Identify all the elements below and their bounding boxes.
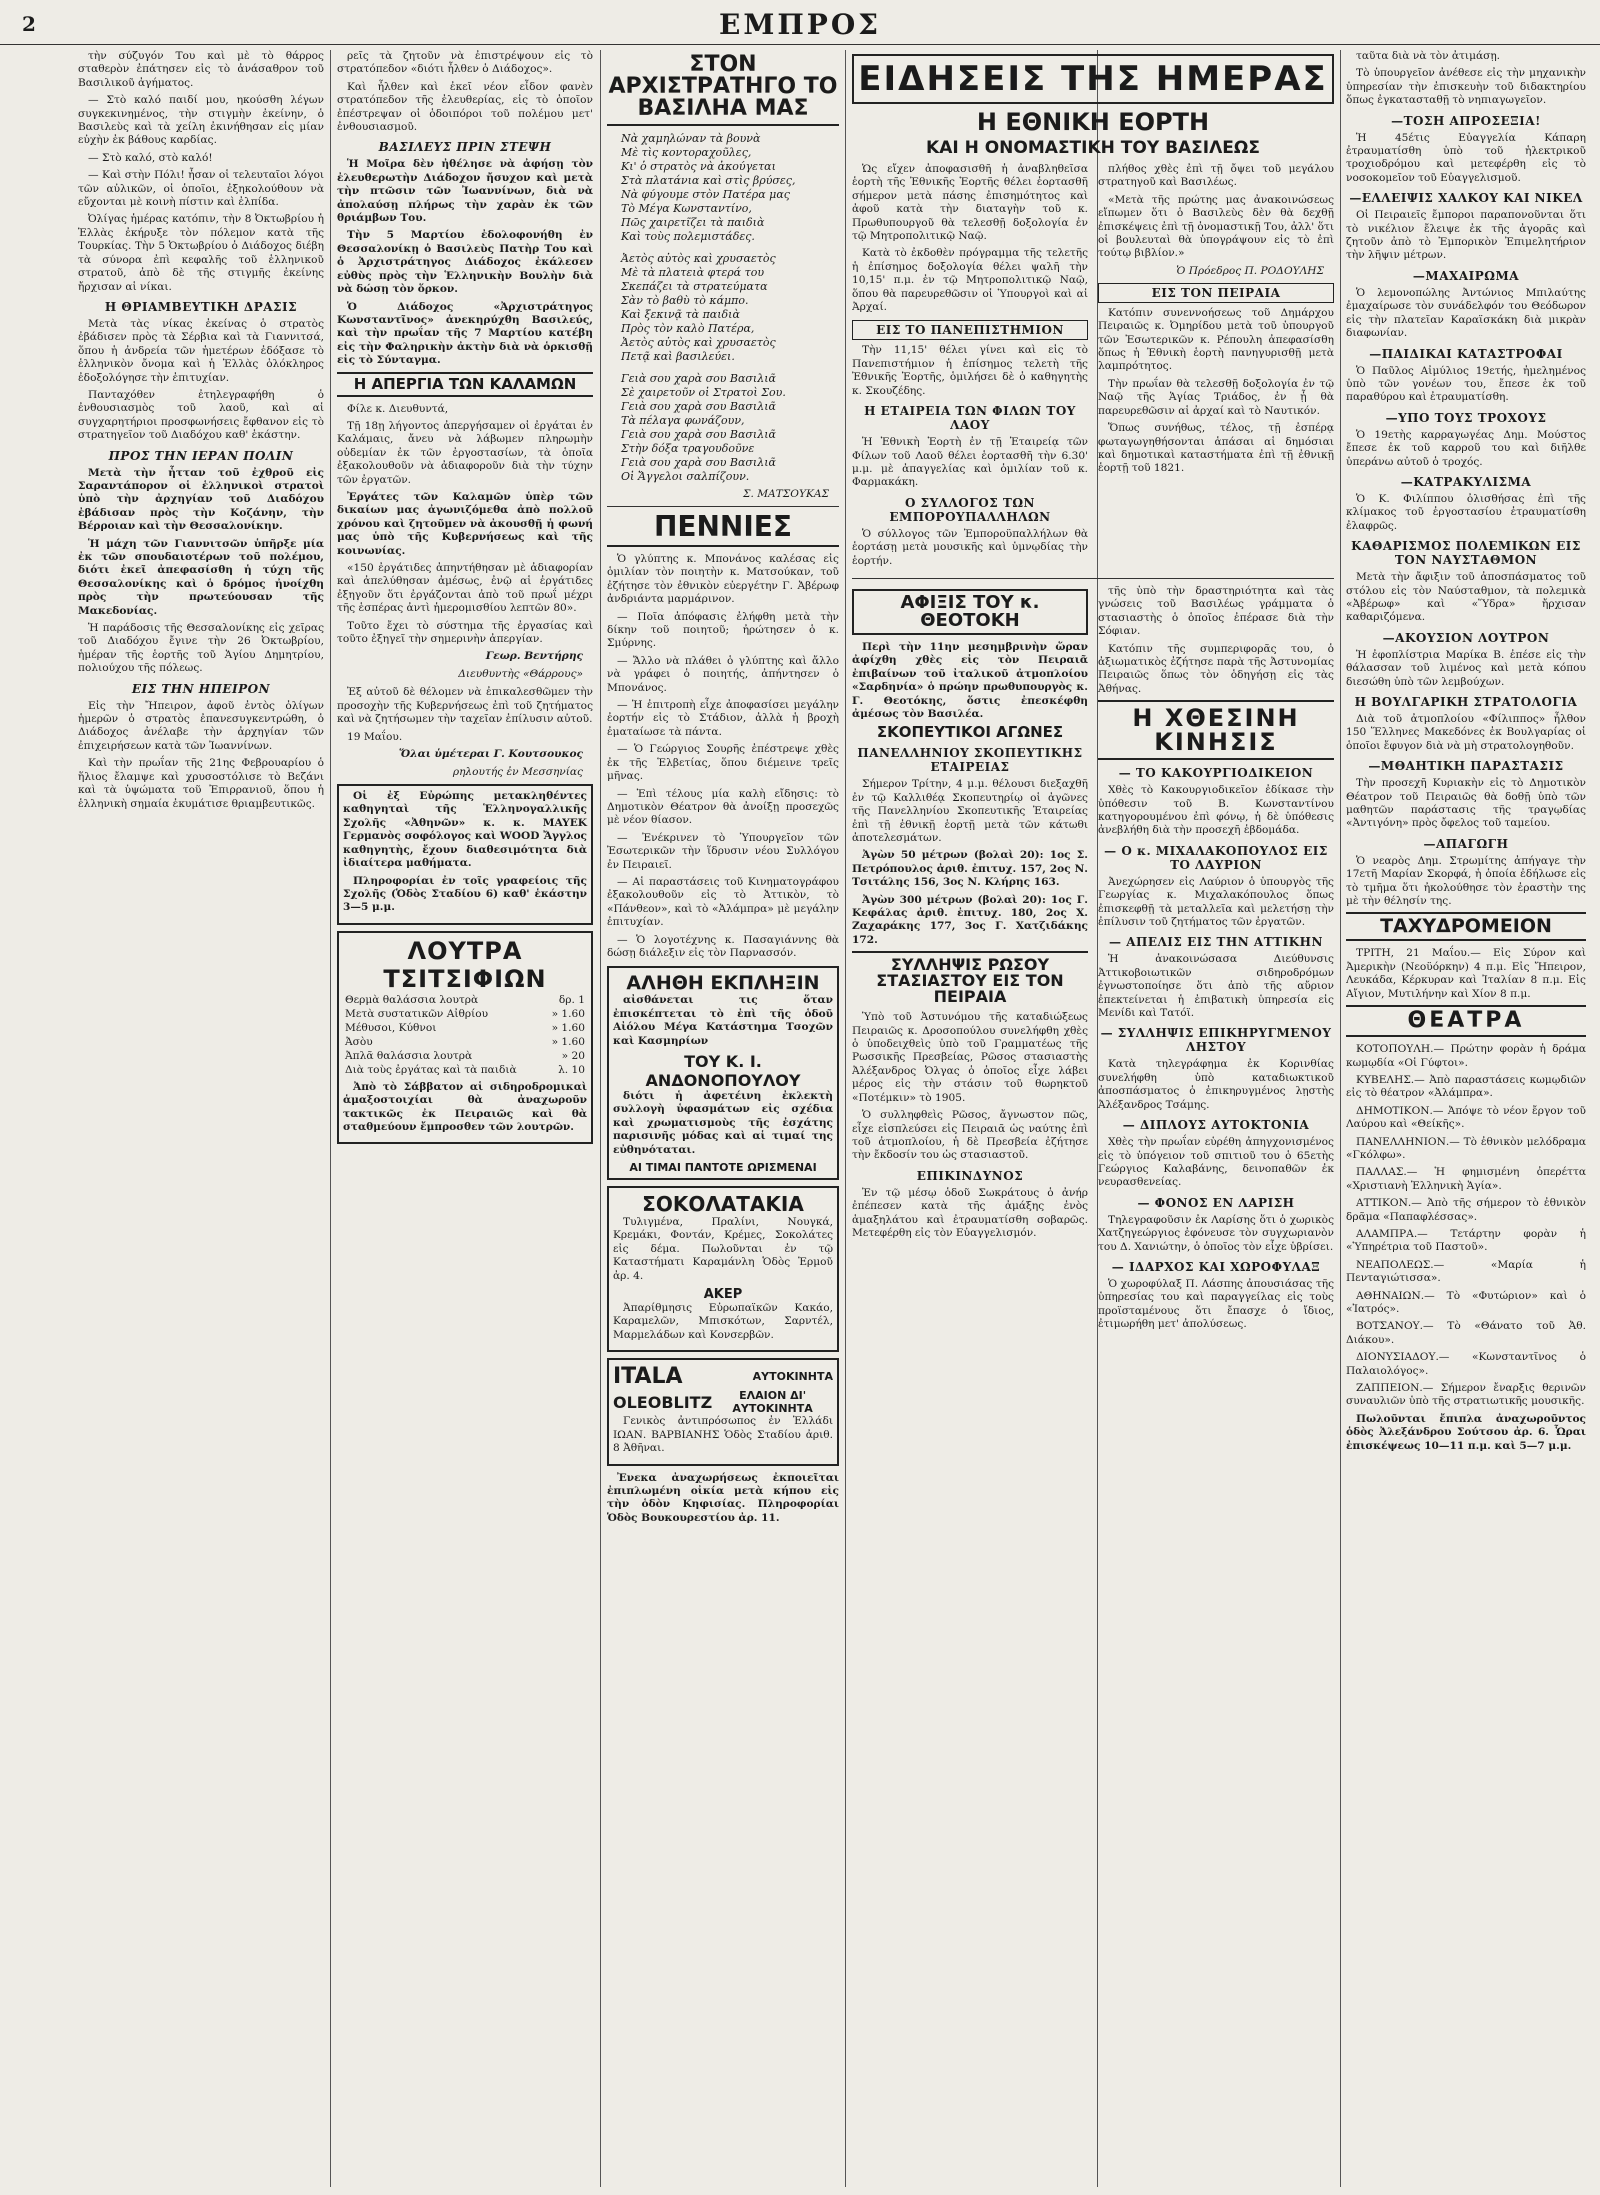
page-number: 2 (22, 12, 36, 36)
article-text: Καὶ τὴν πρωΐαν τῆς 21ης Φεβρουαρίου ὁ ἥλιος ἔλαμψε καὶ χρυσοστόλισε τὸ Βεζάνι καὶ τὰ ὑψώματα τοῦ Ἐπιρρανιοῦ, ὅπου ἡ ἑλληνικὴ σημαία ἐκυμάτισε θριαμβευτικῶς. (78, 757, 324, 810)
article-text: Κατὰ τηλεγράφημα ἐκ Κορινθίας συνελήφθη ὑπὸ καταδιωκτικοῦ ἀποσπάσματος ὁ ἐπικηρυγμένος λῃστὴς Ἀλέξανδρος Τσάμης. (1098, 1058, 1334, 1111)
poem-line: Στὴν δόξα τραγουδοῦνε (621, 442, 755, 455)
article-text: Τὴν 5 Μαρτίου ἐδολοφονήθη ἐν Θεσσαλονίκῃ ὁ Βασιλεὺς Πατὴρ Του καὶ ὁ Ἀρχιστράτηγος Διάδοχος ἐκάλεσεν εὐθὺς πρὸς τὴν Ἑλληνικὴν Βουλὴν διὰ νὰ δώσῃ τὸν ὅρκον. (337, 229, 593, 296)
column-1 (78, 50, 324, 2187)
article-text: Κατόπιν τῆς συμπεριφορᾶς του, ὁ ἀξιωματικὸς ἐζήτησε παρὰ τῆς Ἀστυνομίας Πειραιῶς ὅπως τὸν ὁδηγήσῃ εἰς τὰς Ἀθήνας. (1098, 642, 1334, 695)
ad-text: Οἱ ἐξ Εὐρώπης μετακληθέντες καθηγηταὶ τῆς Ἑλληνογαλλικῆς Σχολῆς «Ἀθηνῶν» κ. κ. MAYEK Γερμανὸς σοφόλογος καὶ WOOD Ἄγγλος καθηγητὴς, ἔχουν διαθεσιμότητα διὰ ἰδιαίτερα μαθήματα. (343, 790, 587, 870)
section-heading: ΣΥΛΛΗΨΙΣ ΡΩΣΟΥ ΣΤΑΣΙΑΣΤΟΥ ΕΙΣ ΤΟΝ ΠΕΙΡΑΙΑ (852, 951, 1088, 1005)
article-text: Ἐν τῷ μέσῳ ὁδοῦ Σωκράτους ὁ ἀνήρ ἐπέπεσεν κατὰ τῆς ἀμάξης ἐνὸς ἁμαξηλάτου καὶ ἐτραυματίσθη σοβαρῶς. Μετεφέρθη εἰς τὸν Εὐαγγελισμόν. (852, 1186, 1088, 1239)
article-text: Ὁ Κ. Φιλίππου ὀλισθήσας ἐπὶ τῆς κλίμακος τοῦ ἐργοστασίου ἐτραυματίσθη ἐλαφρῶς. (1346, 492, 1586, 532)
section-heading: —ΜΘΑΗΤΙΚΗ ΠΑΡΑΣΤΑΣΙΣ (1368, 759, 1564, 774)
theatre-listing: ΑΛΑΜΠΡΑ.— Τετάρτην φορὰν ἡ «Ὑπηρέτρια τοῦ Παστοῦ». (1346, 1227, 1586, 1254)
article-text: Οἱ Πειραιεῖς ἔμποροι παραπονοῦνται ὅτι τὸ νικέλιον ἔλειψε ἐκ τῆς ἀγορᾶς καὶ ζητοῦν ἀπὸ τὸ Ἐμπορικὸν Ἐπιμελητήριον τὴν λῆψιν μέτρων. (1346, 209, 1586, 262)
price-value: » 1.60 (551, 1035, 585, 1048)
section-heading: ΑΦΙΞΙΣ ΤΟΥ κ. ΘΕΟΤΟΚΗ (852, 589, 1088, 635)
poem-line: Σὰν τὸ βαθὺ τὸ κάμπο. (621, 294, 749, 307)
ad-title: ΣΟΚΟΛΑΤΑΚΙΑ (642, 1192, 804, 1217)
section-heading: Ο ΣΥΛΛΟΓΟΣ ΤΩΝ ΕΜΠΟΡΟΥΠΑΛΛΗΛΩΝ (889, 495, 1051, 524)
article-text: Χθὲς τὸ Κακουργιοδικεῖον ἐδίκασε τὴν ὑπόθεσιν τοῦ Β. Κωνσταντίνου κατηγορουμένου ἐπὶ φόνῳ, ἡ δὲ ὑπόθεσις ἀνεβλήθη διὰ τὴν προσεχῆ ἑβδομάδα. (1098, 784, 1334, 837)
signature-title: ρηλουτής ἐν Μεσσηνίας (452, 766, 583, 779)
article-text: — Ποῖα ἀπόφασις ἐλήφθη μετὰ τὴν δίκην τοῦ ποιητοῦ; ἠρώτησεν ὁ κ. Σμύρνης. (607, 610, 839, 650)
poem-line: Νὰ χαμηλώναν τὰ βουνὰ (621, 132, 761, 145)
section-heading: Η ΘΡΙΑΜΒΕΥΤΙΚΗ ΔΡΑΣΙΣ (104, 299, 298, 314)
section-heading: Η ΑΠΕΡΓΙΑ ΤΩΝ ΚΑΛΑΜΩΝ (337, 372, 593, 397)
signature: Ὁ Πρόεδρος Π. ΡΟΔΟΥΛΗΣ (1176, 264, 1324, 277)
signature: Ὅλαι ὑμέτεραι Γ. Κουτσουκος (398, 748, 583, 761)
section-subheading: ΠΑΝΕΛΛΗΝΙΟΥ ΣΚΟΠΕΥΤΙΚΗΣ ΕΤΑΙΡΕΙΑΣ (857, 746, 1083, 775)
sub-column-right-2 (1098, 585, 1334, 1336)
section-heading: —ΥΠΟ ΤΟΥΣ ΤΡΟΧΟΥΣ (1385, 410, 1547, 425)
poem-line: Μὲ τὰ πλατειὰ φτερά του (621, 266, 765, 279)
price-item: Ἀσὸυ (345, 1035, 373, 1048)
column-rule (330, 50, 331, 2187)
article-text: Ἀγὼν 50 μέτρων (βολαὶ 20): 1ος Σ. Πετρόπουλος ἀριθ. ἐπιτυχ. 157, 2ος Ν. Τσιτάλης 156, 3ος Ν. Κλήρης 163. (852, 849, 1088, 889)
article-text: — Στὸ καλό, στὸ καλό! (88, 151, 213, 164)
poem-line: Καὶ ξεκινᾷ τὰ παιδιὰ (621, 308, 740, 321)
article-text: Ὡς εἴχεν ἀποφασισθῆ ἡ ἀναβληθεῖσα ἑορτὴ τῆς Ἐθνικῆς Ἑορτῆς θέλει ἑορτασθῆ σήμερον μετὰ πάσης ἐπισημότητος καὶ ἀφοῦ κατὰ τὴν διαταγὴν τοῦ κ. Πρωθυπουργοῦ θὰ τελεσθῇ δοξολογία ἐν τῷ Μητροπολιτικῷ Ναῷ. (852, 163, 1088, 243)
ad-text: διότι ἡ ἀφετέινη ἐκλεκτὴ συλλογὴ ὑφασμάτων εἰς σχέδια καὶ χρωματισμοὺς τῆς ἐσχάτης παρισινῆς μόδας καὶ αἱ τιμαί της εὐθηνόταται. (613, 1090, 833, 1156)
poem-stanza (621, 132, 839, 244)
article-text: Τηλεγραφοῦσιν ἐκ Λαρίσης ὅτι ὁ χωρικὸς Χατζηγεώργιος ἐφόνευσε τὸν συγχωριανὸν του Δ. Χανιώτην, ὁ ὁποῖος τὸν εἶχε ὑβρίσει. (1098, 1213, 1334, 1253)
column-5 (1346, 50, 1586, 2187)
article-text: — Ἐνέκρινεν τὸ Ὑπουργεῖον τῶν Ἐσωτερικῶν τὴν ἵδρυσιν νέου Συλλόγου ἐν Πειραιεῖ. (607, 831, 839, 871)
price-row (343, 1049, 587, 1063)
article-text: Ὀλίγας ἡμέρας κατόπιν, τὴν 8 Ὀκτωβρίου ἡ Ἑλλὰς ἐκήρυξε τὸν πόλεμον κατὰ τῆς Τουρκίας. Τὴν 5 Ὀκτωβρίου ὁ Διάδοχος διέβη τὰ σύνορα ἐπὶ κεφαλῆς τοῦ ἑλληνικοῦ στρατοῦ, ἀπὸ δὲ τῆς στιγμῆς ἐκείνης ἤρχισαν αἱ νίκαι. (78, 213, 324, 293)
theatre-listing: ΒΟΤΣΑΝΟΥ.— Τὸ «Θάνατο τοῦ Ἀθ. Διάκου». (1346, 1320, 1586, 1346)
article-text: — Ἡ ἐπιτροπὴ εἶχε ἀποφασίσει μεγάλην ἐορτήν εἰς τὸ Στάδιον, ἀλλὰ ἡ βροχὴ ἐματαίωσε τὰ πάντα. (607, 699, 839, 738)
ad-title: ΛΟΥΤΡΑ ΤΣΙΤΣΙΦΙΩΝ (383, 936, 547, 993)
classified-ad: Ἐνεκα ἀναχωρήσεως ἐκποιεῖται ἐπιπλωμένη οἰκία μετὰ κήπου εἰς τὴν ὁδὸν Κηφισίας. Πληροφορίαι Ὁδὸς Βουκουρεστίου ἀρ. 11. (607, 1471, 839, 1524)
article-text: Ἡ ἐφοπλίστρια Μαρίκα Β. ἐπέσε εἰς τὴν θάλασσαν τοῦ λιμένος καὶ μετὰ κόπου διεσώθη ὑπὸ τῶν λεμβούχων. (1346, 648, 1586, 688)
article-text: Ἐργάτες τῶν Καλαμῶν ὑπὲρ τῶν δικαίων μας ἀγωνιζόμεθα ἀπὸ πολλοῦ χρόνου καὶ ζητοῦμεν νὰ ἀκουσθῇ ἡ φωνή μας ὑπὸ τῆς Κυβερνήσεως καὶ τῆς κοινωνίας. (337, 490, 593, 557)
article-text: Ἀγὼν 300 μέτρων (βολαὶ 20): 1ος Γ. Κεφάλας ἀριθ. ἐπιτυχ. 180, 2ος Χ. Ζαχαράκης 177, 3ος Γ. Χατζιδάκης 172. (852, 893, 1088, 946)
theatre-listing: ΠΑΛΛΑΣ.— Ἡ φημισμένη ὀπερέττα «Χριστιανὴ Ἑλληνικὴ Ἁγία». (1346, 1166, 1586, 1192)
section-heading: —ΤΟΣΗ ΑΠΡΟΣΕΞΙΑ! (1391, 113, 1541, 128)
price-row (343, 1035, 587, 1049)
section-heading: ΕΙΣ ΤΟΝ ΠΕΙΡΑΙΑ (1098, 283, 1334, 303)
article-text: Ὁ 19ετὴς καρραγωγέας Δημ. Μούστος ἔπεσε ἐκ τοῦ καρροῦ του καὶ διῆλθε ὑπεράνω αὐτοῦ ὁ τροχός. (1346, 428, 1586, 468)
section-heading: —ΚΑΤΡΑΚΥΛΙΣΜΑ (1400, 474, 1532, 489)
article-text: τῆς ὑπὸ τὴν δραστηριότητα καὶ τὰς γνώσεις τοῦ Βασιλέως γράμματα ὁ στασιαστὴς ὁ ὁποῖος ἐπέρασε διὰ τὴν Σόφιαν. (1098, 584, 1334, 638)
ad-text: Γενικὸς ἀντιπρόσωπος ἐν Ἑλλάδι ΙΩΑΝ. ΒΑΡΒΙΑΝΗΣ Ὁδὸς Σταδίου ἀριθ. 8 Ἀθῆναι. (613, 1415, 833, 1455)
masthead (0, 0, 1600, 45)
section-heading: ΒΑΣΙΛΕΥΣ ΠΡΙΝ ΣΤΕΨΗ (378, 140, 552, 155)
subheadline: ΚΑΙ Η ΟΝΟΜΑΣΤΙΚΗ ΤΟΥ ΒΑΣΙΛΕΩΣ (926, 138, 1260, 158)
column-rule (600, 50, 601, 2187)
article-text: Τὸ ὑπουργεῖον ἀνέθεσε εἰς τὴν μηχανικὴν ὑπηρεσίαν τὴν ἐπισκευὴν τοῦ διδακτηρίου ὅπως ἐγκατασταθῇ τὸ νηπιαγωγεῖον. (1346, 67, 1586, 107)
article-text: Τὴν προσεχῆ Κυριακὴν εἰς τὸ Δημοτικὸν Θέατρον τοῦ Πειραιῶς θὰ δοθῇ ὑπὸ τῶν μαθητῶν παράστασις τῆς τραγῳδίας «Ἀντιγόνη» πρὸς ὄφελος τοῦ ταμείου. (1346, 777, 1586, 830)
section-heading: — ΦΟΝΟΣ ΕΝ ΛΑΡΙΣΗ (1137, 1195, 1295, 1210)
price-item: Μετὰ συστατικῶν Αἰθρίου (345, 1007, 489, 1020)
poem-line: Οἱ Ἄγγελοι σαλπίζουν. (621, 470, 750, 483)
section-heading: Η ΒΟΥΛΓΑΡΙΚΗ ΣΤΡΑΤΟΛΟΓΙΑ (1354, 695, 1578, 709)
price-item: Θερμὰ θαλάσσια λουτρὰ (345, 993, 479, 1006)
poem-line: Πρὸς τὸν καλὸ Πατέρα, (621, 322, 755, 335)
theatre-listing: ΠΑΝΕΛΛΗΝΙΟΝ.— Τὸ ἐθνικὸν μελόδραμα «Γκόλφω». (1346, 1135, 1586, 1161)
section-heading: ΚΑΘΑΡΙΣΜΟΣ ΠΟΛΕΜΙΚΩΝ ΕΙΣ ΤΟΝ ΝΑΥΣΤΑΘΜΟΝ (1351, 539, 1581, 568)
article-text: Τῇ 18ῃ λήγοντος ἀπεργήσαμεν οἱ ἐργάται ἐν Καλάμαις, ἄνευ νὰ λάβωμεν πληρωμὴν οὐδεμίαν ἐκ τῶν ἐργοστασίων, τὰ ὁποῖα ἐξακολουθοῦν νὰ ἀδιαφοροῦν διὰ τὴν τύχην τῶν ἐργατῶν. (337, 419, 593, 486)
theatre-listing: ΑΘΗΝΑΙΩΝ.— Τὸ «Φυτώριον» καὶ ὁ «Ἰατρός». (1346, 1289, 1586, 1315)
price-row (343, 1063, 587, 1077)
article-text: Ὁ σύλλογος τῶν Ἐμποροϋπαλλήλων θὰ ἑορτάσῃ μετὰ μουσικῆς καὶ ὑμνῳδίας τὴν ἑορτήν. (852, 527, 1088, 567)
ad-name: ΑΚΕΡ (703, 1287, 743, 1303)
poem-line: Γειὰ σου χαρὰ σου Βασιλιᾶ (621, 428, 776, 441)
article-text: Κατὰ τὸ ἐκδοθὲν πρόγραμμα τῆς τελετῆς ἡ ἐπίσημος δοξολογία θέλει ψαλῆ τὴν 10,15' π.μ. ἐν τῷ Μητροπολιτικῷ Ναῷ, ὅπου θὰ παρευρεθῶσιν οἱ Ὑπουργοὶ καὶ αἱ Ἀρχαί. (852, 247, 1088, 314)
ad-text: αἰσθάνεται τις ὅταν ἐπισκέπτεται τὸ ἐπὶ τῆς ὁδοῦ Αἰόλου Μέγα Κατάστημα Τσοχῶν καὶ Κασμηρίων (613, 994, 833, 1047)
signature: Γεωρ. Βεντήρης (485, 650, 583, 663)
article-text: Ὁ λεμονοπώλης Ἀντώνιος Μπιλαύτης ἐμαχαίρωσε τὸν συνάδελφόν του Θεόδωρον εἰς τὴν πλατεῖαν Καραϊσκάκη διὰ μικρὰν διαφωνίαν. (1346, 286, 1586, 340)
article-text: — Αἱ παραστάσεις τοῦ Κινηματογράφου ἐξακολουθοῦν εἰς τὸ Ἀττικὸν, τὸ «Πάνθεον», καὶ τὸ «Ἀλάμπρα» μὲ μεγάλην ἐπιτυχίαν. (607, 875, 839, 929)
article-text: — Ὁ Γεώργιος Σουρῆς ἐπέστρεψε χθὲς ἐκ τῆς Ἑλβετίας, ὅπου διέμεινε τρεῖς μῆνας. (607, 743, 839, 783)
poem-line: Σὲ χαιρετοῦν οἱ Στρατοὶ Σου. (621, 386, 786, 399)
poem-line: Ἀετὸς αὐτὸς καὶ χρυσαετὸς (621, 252, 776, 265)
article-text: Ἐξ αὐτοῦ δὲ θέλομεν νὰ ἐπικαλεσθῶμεν τὴν προσοχὴν τῆς Κυβερνήσεως ἐπὶ τοῦ ζητήματος καὶ νὰ ζητήσωμεν τὴν ταχεῖαν ἐπίλυσιν αὐτοῦ. (337, 686, 593, 726)
article-text: Μετὰ τὰς νίκας ἐκείνας ὁ στρατὸς ἐβάδισεν πρὸς τὰ Σέρβια καὶ τὰ Γιαννιτσά, ὅπου ἡ ἀνδρεία τῶν ἡμετέρων ἐδόξασε τὸ ἑλληνικὸν ὄνομα καὶ ἡ Ἑλλὰς ὁλόκληρος ἐδοξολόγησε τὴν ἐπιτυχίαν. (78, 317, 324, 384)
ad-name: ΤΟΥ Κ. Ι. ΑΝΔΟΝΟΠΟΥΛΟΥ (645, 1052, 801, 1090)
article-text: Ἡ 45έτις Εὐαγγελία Κάπαρη ἐτραυματίσθη ὑπὸ τοῦ ἡλεκτρικοῦ τροχιοδρόμου καὶ μετεφέρθη εἰς τὸ νοσοκομεῖον τοῦ Εὐαγγελισμοῦ. (1346, 131, 1586, 184)
theatre-listing: ΝΕΑΠΟΛΕΩΣ.— «Μαρία ἡ Πενταγιώτισσα». (1346, 1258, 1586, 1285)
poem-stanza (621, 372, 839, 484)
poem-line: Πῶς χαιρετῖζει τὰ παιδιὰ (621, 216, 765, 229)
article-text: τὴν σύζυγόν Του καὶ μὲ τὸ θάρρος σταθερὸν ἐπάτησεν εἰς τὸ ἀνάσαθρον τοῦ Βασιλικοῦ ἀγήματος. (78, 50, 324, 89)
column-2 (337, 50, 593, 2187)
brand-itala: ITALA (613, 1364, 683, 1390)
price-row (343, 993, 587, 1007)
sub-column-left (852, 163, 1088, 572)
article-text: Ὁ χωροφύλαξ Π. Λάσπης ἀπουσιάσας τῆς ὑπηρεσίας του καὶ παραγγείλας εἰς τοὺς προϊσταμένους ὅτι ἔπασχε ὁ ἴδιος, ἐτιμωρήθη μετ' ἀπολύσεως. (1098, 1277, 1334, 1331)
poem-line: Τὸ Μέγα Κωνσταντίνο, (621, 202, 752, 215)
section-heading: ΠΡΟΣ ΤΗΝ ΙΕΡΑΝ ΠΟΛΙΝ (108, 448, 294, 463)
section-heading: —ΠΑΙΔΙΚΑΙ ΚΑΤΑΣΤΡΟΦΑΙ (1369, 346, 1563, 361)
article-text: Ἡ Μοῖρα δὲν ἠθέλησε νὰ ἀφήσῃ τὸν ἐλευθερωτὴν Διάδοχον ἤσυχον καὶ μετὰ τὴν πτῶσιν τῶν Ἰωαννίνων, διὰ νὰ ἀπολαύσῃ πλήρως τὴν χαρὰν ἐκ τῶν θριάμβων Του. (337, 158, 593, 225)
article-text: Εἰς τὴν Ἤπειρον, ἀφοῦ ἐντὸς ὀλίγων ἡμερῶν ὁ στρατὸς ἐπανεσυγκεντρώθη, ὁ Διάδοχος ἀνέλαβε τὴν ἀρχηγίαν τῶν ἐπιχειρήσεων κατὰ τῶν Ἰωαννίνων. (78, 699, 324, 752)
poem-line: Γειὰ σου χαρὰ σου Βασιλιᾶ (621, 400, 776, 413)
article-text: Ἀνεχώρησεν εἰς Λαύριον ὁ ὑπουργὸς τῆς Γεωργίας κ. Μιχαλακόπουλος ὅπως ἐπισκεφθῇ τὰ μεταλλεῖα καὶ μελετήσῃ τὴν ἐπίλυσιν τοῦ ζητήματος τῶν ἐργατῶν. (1098, 875, 1334, 929)
article-text: πλήθος χθὲς ἐπὶ τῇ ὄψει τοῦ μεγάλου στρατηγοῦ καὶ Βασιλέως. (1098, 163, 1334, 189)
poem-line: Πετᾷ καὶ βασιλεύει. (621, 350, 735, 363)
section-heading: ΕΙΣ ΤΟ ΠΑΝΕΠΙΣΤΗΜΙΟΝ (852, 320, 1088, 340)
article-text: Κατόπιν συνεννοήσεως τοῦ Δημάρχου Πειραιῶς κ. Ὀμηρίδου μετὰ τοῦ ὑπουργοῦ τῶν Ἐσωτερικῶν κ. Ρέπουλη ἀπεφασίσθη ὅπως ἡ Ἐθνικὴ ἑορτὴ πανηγυρισθῇ μετὰ λαμπρότητος. (1098, 306, 1334, 373)
poem-line: Στὰ πλατάνια καὶ στὶς βρύσες, (621, 174, 796, 187)
article-text: ταῦτα διὰ νὰ τὸν ἀτιμάσῃ. (1356, 50, 1501, 62)
ad-text: Πληροφορίαι ἐν τοῖς γραφείοις τῆς Σχολῆς (Ὁδὸς Σταδίου 6) καθ' ἑκάστην 3—5 μ.μ. (343, 874, 587, 914)
article-text: Ὁ γλύπτης κ. Μπονάνος καλέσας εἰς ὁμιλίαν τὸν ποιητὴν κ. Ματσούκαν, τοῦ ἐζήτησε τὸν ἐθνικὸν εὐεργέτην Γ. Ἀβέρωφ ἀνδριάντα μαρμάρινον. (607, 553, 839, 606)
article-text: — Καὶ στὴν Πόλι! ἦσαν οἱ τελευταῖοι λόγοι τῶν αὐλικῶν, οἱ ὁποῖοι, ἐξηκολούθουν νὰ εὔχονται μὲ κοινὴ πίστιν καὶ ἐλπίδα. (78, 169, 324, 209)
poem-line: Ἀετὸς αὐτὸς καὶ χρυσαετὸς (621, 336, 776, 349)
signature-title: Διευθυντὴς «Θάρρους» (458, 668, 583, 681)
article-text: Ὁ νεαρὸς Δημ. Στρωμίτης ἀπήγαγε τὴν 17ετῆ Μαρίαν Σκορφά, ἡ ὁποία ἐδήλωσε εἰς τὸ τμῆμα ὅτι ἠκολούθησε τὸν ἐραστὴν της μὲ τὴν θέλησίν της. (1346, 854, 1586, 908)
signature: Σ. ΜΑΤΣΟΥΚΑΣ (742, 488, 829, 500)
section-heading: —ΑΠΑΓΩΓΗ (1423, 836, 1509, 851)
article-text: Ὑπὸ τοῦ Ἀστυνόμου τῆς καταδιώξεως Πειραιῶς κ. Δροσοπούλου συνελήφθη χθὲς ὁ ὑποδειχθεὶς ὑπὸ τοῦ Γραμματέως τῆς Ρωσσικῆς Πρεσβείας, Ρῶσος στασιαστὴς Ἀλέξανδρος Ὀλγας ὁ ὁποῖος εἶχε λάβει μέρος εἰς τὴν στάσιν τοῦ θωρηκτοῦ «Ποτέμκιν» τὸ 1905. (852, 1011, 1088, 1104)
poem-stanza (621, 252, 839, 364)
ad-title: ΕΛΑΙΟΝ ΔΙ' ΑΥΤΟΚΙΝΗΤΑ (732, 1389, 813, 1416)
column-4 (852, 50, 1334, 2187)
article-text: Τὴν πρωΐαν θὰ τελεσθῇ δοξολογία ἐν τῷ Ναῷ τῆς Ἁγίας Τριάδος, ἐν ᾗ θὰ παρευρεθῶσιν αἱ ἀρχαί καὶ τὸ Ναυτικόν. (1098, 377, 1334, 417)
article-text: Περὶ τὴν 11ην μεσημβρινὴν ὥραν ἀφίχθη χθὲς εἰς τὸν Πειραιᾶ ἐπιβαίνων τοῦ ἰταλικοῦ ἀτμοπλοίου «Σαρδηνία» ὁ πρώην πρωθυπουργὸς κ. Γ. Θεοτόκης, ὅστις ἐπεσκέφθη ἀμέσως τὸν Βασιλέα. (852, 640, 1088, 720)
price-item: Ἀπλᾶ θαλάσσια λουτρὰ (345, 1049, 473, 1062)
article-text: — Στὸ καλό παιδί μου, ηκούσθη λέγων συγκεκινημένος, τὴν στιγμὴν ἐκείνην, ὁ Βασιλεὺς καὶ τὰ χείλη ἐκινήθησαν εἰς μίαν εὐχὴν ἐκ βάθους καρδίας. (78, 94, 324, 147)
ad-text: Ἀπὸ τὸ Σάββατον αἱ σιδηροδρομικαὶ ἁμαξοστοιχίαι θὰ ἀναχωροῦν τακτικῶς ἐκ Πειραιῶς καὶ θὰ σταθμεύουν ἔμπροσθεν τῶν λουτρῶν. (343, 1080, 587, 1133)
section-heading: Η ΧΘΕΣΙΝΗ ΚΙΝΗΣΙΣ (1098, 700, 1334, 760)
article-text: Φίλε κ. Διευθυντά, (347, 402, 449, 415)
advertisement-chocolates (607, 1186, 839, 1352)
sub-column-right (1098, 163, 1334, 572)
headline: Η ΕΘΝΙΚΗ ΕΟΡΤΗ (976, 108, 1210, 136)
article-text: Ὁ Διάδοχος «Ἀρχιστράτηγος Κωνσταντῖνος» ἀνεκηρύχθη Βασιλεύς, καὶ τὴν πρωΐαν τῆς 7 Μαρτίου κατέβη εἰς τὴν Φαληρικὴν ἀκτὴν διὰ νὰ ὁρκισθῇ εἰς τὸ Σύνταγμα. (337, 300, 593, 367)
price-table (343, 993, 587, 1077)
theatre-listing: ΔΙΟΝΥΣΙΑΔΟΥ.— «Κωνσταντῖνος ὁ Παλαιολόγος». (1346, 1351, 1586, 1377)
article-text: — Ὁ λογοτέχνης κ. Πασαγιάννης θὰ δώσῃ διάλεξιν εἰς τὸν Παρνασσόν. (607, 933, 839, 959)
brand-oleoblitz: OLEOBLITZ (613, 1392, 713, 1412)
theatre-listing: ΔΗΜΟΤΙΚΟΝ.— Ἀπόψε τὸ νέον ἔργον τοῦ Λαύρου καὶ «Θείκῆς». (1346, 1104, 1586, 1131)
theatre-listing: ΖΑΠΠΕΙΟΝ.— Σήμερον ἔναρξις θερινῶν συναυλιῶν ὑπὸ τῆς στρατιωτικῆς μουσικῆς. (1346, 1382, 1586, 1408)
price-row (343, 1007, 587, 1021)
price-value: δρ. 1 (558, 993, 585, 1006)
poem-line: Τὰ πέλαγα φωνάζουν, (621, 414, 745, 427)
price-item: Διὰ τοὺς ἐργάτας καὶ τὰ παιδιὰ (345, 1063, 517, 1076)
poem-line: Γειὰ σου χαρὰ σου Βασιλιᾶ (621, 372, 776, 385)
ad-title: ΑΛΗΘΗ ΕΚΠΛΗΞΙΝ (626, 972, 820, 995)
section-heading: ΕΙΣ ΤΗΝ ΗΠΕΙΡΟΝ (131, 681, 271, 696)
ad-tagline: ΑΙ ΤΙΜΑΙ ΠΑΝΤΟΤΕ ΩΡΙΣΜΕΝΑΙ (629, 1161, 817, 1175)
theatre-listing: ΚΟΤΟΠΟΥΛΗ.— Πρώτην φορὰν ἡ δράμα κωμῳδία «Οἱ Γύφτοι». (1346, 1043, 1586, 1069)
article-text: Σήμερον Τρίτην, 4 μ.μ. θέλουσι διεξαχθῆ ἐν τῷ Καλλιθέᾳ Σκοπευτηρίῳ οἱ ἀγῶνες τῆς Πανελληνίου Σκοπευτικῆς Ἑταιρείας ἐπὶ τῇ ἐθνικῇ ἑορτῇ μετὰ τῶν κάτωθι ἀποτελεσμάτων. (852, 778, 1088, 844)
poem-title: ΣΤΟΝ ΑΡΧΙΣΤΡΑΤΗΓΟ ΤΟ ΒΑΣΙΛΗΑ ΜΑΣ (607, 54, 839, 126)
advertisement-baths (337, 931, 593, 1145)
price-value: » 1.60 (551, 1007, 585, 1020)
section-heading: — ΙΔΑΡΧΟΣ ΚΑΙ ΧΩΡΟΦΥΛΑΞ (1111, 1259, 1321, 1274)
article-text: ρεῖς τὰ ζητοῦν νὰ ἐπιστρέψουν εἰς τὸ στρατόπεδον «διότι ἦλθεν ὁ Διάδοχος». (337, 50, 593, 76)
section-heading: ΤΑΧΥΔΡΟΜΕΙΟΝ (1346, 912, 1586, 941)
article-text: Διὰ τοῦ ἀτμοπλοίου «Φίλιππος» ἦλθον 150 Ἕλληνες Μακεδόνες ἐκ Βουλγαρίας οἱ ὁποῖοι ἔφυγον διὰ νὰ μὴ στρατολογηθοῦν. (1346, 713, 1586, 752)
section-heading: — ΑΠΕΛΙΣ ΕΙΣ ΤΗΝ ΑΤΤΙΚΗΝ (1109, 935, 1323, 950)
ad-title: ΑΥΤΟΚΙΝΗΤΑ (752, 1370, 833, 1384)
article-text: Μετὰ τὴν ἄφιξιν τοῦ ἀποσπάσματος τοῦ στόλου εἰς τὸν Ναύσταθμον, τὰ πολεμικὰ «Ἀβέρωφ» καὶ «Ὕδρα» ἤρχισαν καθαριζόμενα. (1346, 571, 1586, 624)
poem-line: Σκεπάζει τὰ στρατεύματα (621, 280, 768, 293)
article-text: Μετὰ τὴν ἧτταν τοῦ ἐχθροῦ εἰς Σαραντάπορον οἱ ἑλληνικοὶ στρατοὶ ὑπὸ τὴν ἀρχηγίαν τοῦ Διαδόχου ἐβάδισαν πρὸς τὴν Κοζάνην, τὴν Βέρροιαν καὶ τὴν Θεσσαλονίκην. (78, 466, 324, 533)
article-text: Ἡ μάχη τῶν Γιαννιτσῶν ὑπῆρξε μία ἐκ τῶν σπουδαιοτέρων τοῦ πολέμου, διότι ἐκεῖ ἀπεφασίσθη ἡ τύχη τῆς Θεσσαλονίκης καὶ ὁ δρόμος ἠνοίχθη πρὸς τὴν πρωτεύουσαν τῆς Μακεδονίας. (78, 537, 324, 617)
section-heading: — Ο κ. ΜΙΧΑΛΑΚΟΠΟΥΛΟΣ ΕΙΣ ΤΟ ΛΑΥΡΙΟΝ (1104, 843, 1328, 872)
poem-line: Μὲ τὶς κοντοραχοῦλες, (621, 146, 752, 159)
article-text: Πανταχόθεν ἐτηλεγραφήθη ὁ ἐνθουσιασμὸς τοῦ λαοῦ, καὶ αἱ συγχαρητήριοι προσφωνήσεις ἔφθανον εἰς τὸ στρατηγεῖον τοῦ Διαδόχου καθ' ἑκάστην. (78, 388, 324, 442)
poem-line: Κι' ὁ στρατὸς νὰ ἀκούγεται (621, 160, 776, 173)
section-heading: — ΔΙΠΛΟΥΣ ΑΥΤΟΚΤΟΝΙΑ (1122, 1118, 1310, 1133)
price-value: » 1.60 (551, 1021, 585, 1034)
article-text: Τὴν 11,15' θέλει γίνει καὶ εἰς τὸ Πανεπιστήμιον ἡ ἐπίσημος τελετὴ τῆς Ἐθνικῆς Ἑορτῆς, ὁμιλήσει δὲ ὁ καθηγητὴς κ. Σκουζέδης. (852, 344, 1088, 397)
price-value: » 20 (561, 1049, 585, 1062)
price-item: Μέθυσοι, Κύθνοι (345, 1021, 437, 1034)
article-text: Ὅπως συνήθως, τέλος, τῇ ἐσπέρᾳ φωταγωγηθήσονται ἁπάσαι αἱ δημόσιαι καὶ δημοτικαὶ καταστήματα ἐπὶ τῇ ἐθνικῇ ἑορτῇ τοῦ 1821. (1098, 422, 1334, 475)
section-heading: Η ΕΤΑΙΡΕΙΑ ΤΩΝ ΦΙΛΩΝ ΤΟΥ ΛΑΟΥ (864, 404, 1076, 433)
section-heading: —ΑΚΟΥΣΙΟΝ ΛΟΥΤΡΟΝ (1382, 630, 1550, 645)
article-text: «Μετὰ τῆς πρώτης μας ἀνακοινώσεως εἴπωμεν ὅτι ὁ Βασιλεὺς δὲν θὰ δεχθῇ ἐπισκέψεις ἐπὶ τῇ ὀνομαστικῇ Του, ἀλλ' ὅτι οἱ βουλευταὶ θὰ ὑπογράψουν εἰς τὸ ἐπὶ τούτῳ βιβλίον.» (1098, 193, 1334, 260)
price-row (343, 1021, 587, 1035)
article-text: Ἡ ἀνακοινώσασα Διεύθυνσις Ἀττικοβοιωτικῶν σιδηροδρόμων ἐγνωστοποίησε ὅτι ἀπὸ τῆς αὔριον ἐπεκτείνεται ἡ ἐπιβατικὴ ὑπηρεσία εἰς Μενίδι καὶ Τατόϊ. (1098, 953, 1334, 1020)
paper-title: ΕΜΠΡΟΣ (718, 8, 882, 41)
sub-column-left-2 (852, 585, 1088, 1336)
ad-text: Ἀπαρίθμησις Εὐρωπαϊκῶν Κακάο, Καραμελῶν, Μπισκότων, Σαρντέλ, Μαρμελάδων καὶ Κονσερβῶν. (613, 1302, 833, 1341)
advertisement-cars (607, 1358, 839, 1465)
advertisement (337, 784, 593, 925)
section-heading: — ΤΟ ΚΑΚΟΥΡΓΙΟΔΙΚΕΙΟΝ (1118, 766, 1314, 781)
price-value: λ. 10 (558, 1063, 585, 1076)
section-heading: — ΣΥΛΛΗΨΙΣ ΕΠΙΚΗΡΥΓΜΕΝΟΥ ΛΗΣΤΟΥ (1100, 1026, 1332, 1055)
article-text: Χθὲς τὴν πρωΐαν εὑρέθη ἀπηγχονισμένος εἰς τὸ ὑπόγειον τοῦ σπιτιοῦ του ὁ 65ετὴς Γεώργιος Καλαβάνης, δεινοπαθῶν ἐκ νευρασθενείας. (1098, 1136, 1334, 1189)
section-heading: —ΜΑΧΑΙΡΩΜΑ (1412, 268, 1520, 283)
article-text: «150 ἐργάτιδες ἀπηντήθησαν μὲ ἀδιαφορίαν καὶ ἀπελύθησαν ἀμέσως, ἐνῷ αἱ ἐργάτιδες ἐξηγοῦν ὅτι ἐργάζονται ἀπὸ τοῦ πρωΐ μέχρι τῆς ἑσπέρας ἀντὶ ἡμερομισθίου λεπτῶν 80». (337, 562, 593, 615)
advertisement-clothing (607, 966, 839, 1180)
column-3 (607, 50, 839, 2187)
poem-line: Καὶ τοὺς πολεμιστάδες. (621, 230, 755, 243)
section-heading: ΘΕΑΤΡΑ (1346, 1005, 1586, 1037)
poem-line: Γειὰ σου χαρὰ σου Βασιλιᾶ (621, 456, 776, 469)
section-heading: —ΕΛΛΕΙΨΙΣ ΧΑΛΚΟΥ ΚΑΙ ΝΙΚΕΛ (1349, 191, 1583, 206)
column-rule (1340, 50, 1341, 2187)
theatre-listing: ΑΤΤΙΚΟΝ.— Ἀπὸ τῆς σήμερον τὸ ἐθνικὸν δρᾶμα «Παπαφλέσσας». (1346, 1197, 1586, 1223)
section-heading: ΣΚΟΠΕΥΤΙΚΟΙ ΑΓΩΝΕΣ (876, 723, 1064, 742)
article-text: Τοῦτο ἔχει τὸ σύστημα τῆς ἐργασίας καὶ τοῦτο ἐξηγεῖ τὴν σημερινὴν ἀπεργίαν. (337, 619, 593, 646)
article-text: Καὶ ἦλθεν καὶ ἐκεῖ νέον εἶδον φανὲν στρατόπεδον τῆς ἐλευθερίας, εἰς τὸ ὁποῖον ἐπέστρεψαν οἱ ὁδοιπόροι τοῦ πολέμου μετ' ἐνθουσιασμοῦ. (337, 80, 593, 134)
article-text: Ὁ συλληφθεὶς Ρῶσος, ἄγνωστον πῶς, εἶχε εἰσπλεύσει εἰς Πειραιᾶ ὡς ναύτης ἐπὶ τοῦ ἀτμοπλοίου, ἡ δὲ Πρεσβεία ἐζήτησε τὴν ἔκδοσίν του ὡς στασιαστοῦ. (852, 1109, 1088, 1162)
section-heading: ΕΠΙΚΙΝΔΥΝΟΣ (916, 1168, 1024, 1183)
ad-text: Τυλιγμένα, Πραλίνι, Νουγκά, Κρεμάκι, Φοντάν, Κρέμες, Σοκολάτες εἰς δέμα. Πωλοῦνται ἐν τῷ Καταστήματι Καραμάνλη Ὁδὸς Ἑρμοῦ ἀρ. 4. (613, 1216, 833, 1282)
theatre-listing: ΚΥΒΕΛΗΣ.— Ἀπὸ παραστάσεις κωμῳδιῶν εἰς τὸ θέατρον «Ἀλάμπρα». (1346, 1073, 1586, 1100)
article-text: Ἡ Ἐθνικὴ Ἑορτὴ ἐν τῇ Ἑταιρείᾳ τῶν Φίλων τοῦ Λαοῦ θέλει ἑορτασθῆ τὴν 6.30' μ.μ. μὲ ἀπαγγελίας καὶ ὁμιλίαν τοῦ κ. Φαρμακάκη. (852, 436, 1088, 489)
poem-line: Νὰ φύγουμε στὸν Πατέρα μας (621, 188, 790, 201)
article-text: Ἡ παράδοσις τῆς Θεσσαλονίκης εἰς χεῖρας τοῦ Διαδόχου ἔγινε τὴν 26 Ὀκτωβρίου, ἡμέραν τῆς ἑορτῆς τοῦ Ἁγίου Δημητρίου, πολιούχου τῆς πόλεως. (78, 622, 324, 675)
article-text: ΤΡΙΤΗ, 21 Μαΐου.— Εἰς Σύρον καὶ Ἀμερικὴν (Νεοϋόρκην) 4 π.μ. Εἰς Ἤπειρον, Λευκάδα, Κέρκυραν καὶ Ἰταλίαν 8 π.μ. Εἰς Αἴγιον, Μυτιλήνην καὶ Χίον 8 π.μ. (1346, 947, 1586, 1000)
column-rule (845, 50, 846, 2187)
date-line: 19 Μαΐου. (347, 730, 403, 743)
article-text: — Ἐπὶ τέλους μία καλὴ εἴδησις: τὸ Δημοτικὸν Θέατρον θὰ ἀνοίξῃ προσεχῶς μὲ νέον θίασον. (607, 787, 839, 827)
article-text: — Ἄλλο νὰ πλάθει ὁ γλύπτης καὶ ἄλλο νὰ γράφει ὁ ποιητής, ἀπήντησεν ὁ Μπονάνος. (607, 654, 839, 694)
news-headline: ΕΙΔΗΣΕΙΣ ΤΗΣ ΗΜΕΡΑΣ (852, 54, 1334, 104)
article-text: Ὁ Παῦλος Αἰμύλιος 19ετής, ἠμελημένος ὑπὸ τῶν γονέων του, ἔπεσε ἐκ τοῦ παραθύρου καὶ ἐτραυματίσθη. (1346, 364, 1586, 404)
classified-ad: Πωλοῦνται ἔπιπλα ἀναχωροῦντος ὁδὸς Ἀλεξάνδρου Σούτσου ἀρ. 6. Ὧραι ἐπισκέψεως 10—11 π.μ. καὶ 5—7 μ.μ. (1346, 1412, 1586, 1452)
section-heading: ΠΕΝΝΙΕΣ (607, 513, 839, 547)
